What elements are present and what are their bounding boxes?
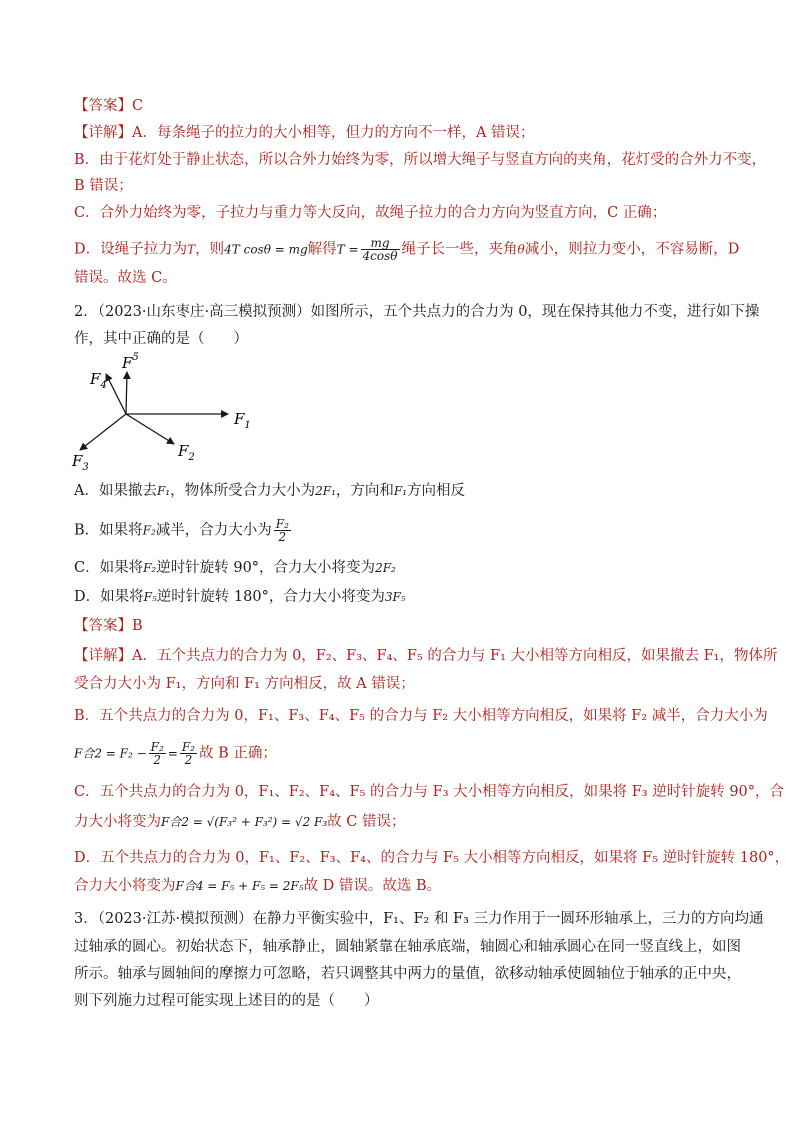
question-3-line3: 所示。轴承与圆轴间的摩擦力可忽略，若只调整其中两力的量值，欲移动轴承使圆轴位于轴承的正中央， <box>74 966 741 982</box>
option-b: B．如果将F₂减半，合力大小为 $\frac{\text{F₂}}{2}$ <box>74 517 289 544</box>
detail-1-a: 【详解】A．每条绳子的拉力的大小相等，但力的方向不一样，A 错误； <box>74 125 535 141</box>
detail-2-a1: 【详解】A．五个共点力的合力为 0，F₂、F₃、F₄、F₅ 的合力与 F₁ 大小相等方向相反，如果撤去 F₁，物体所 <box>74 648 778 664</box>
answer-value: C <box>132 98 144 114</box>
detail-1-d2: 错误。故选 C。 <box>74 270 177 286</box>
detail-2-b1: B．五个共点力的合力为 0，F₁、F₃、F₄、F₅ 的合力与 F₂ 大小相等方向相反，如果将 F₂ 减半，合力大小为 <box>74 708 768 724</box>
option-d: D．如果将F₅逆时针旋转 180°，合力大小将变为3F₅ <box>74 589 406 605</box>
option-c: C．如果将F₂逆时针旋转 90°，合力大小将变为2F₂ <box>74 560 396 576</box>
question-3-line1: 3．（2023·江苏·模拟预测）在静力平衡实验中，F₁、F₂ 和 F₃ 三力作用于一圆环形轴承上，三力的方向均通 <box>74 911 764 927</box>
detail-2-c2: 力大小将变为F合2 = √(F₃² + F₃²) = √2 F₃故 C 错误； <box>74 814 406 830</box>
f3-arrow <box>80 414 126 450</box>
option-a: A．如果撤去F₁，物体所受合力大小为2F₁，方向和F₁方向相反 <box>74 483 466 499</box>
equation: F合2 = √(F₃² + F₃²) = √2 F₃ <box>161 815 328 829</box>
detail-2-d2: 合力大小将变为F合4 = F₅ + F₅ = 2F₅故 D 错误。故选 B。 <box>74 878 442 894</box>
label-f4: $F_4$ <box>90 370 107 391</box>
detail-tag: 【详解】 <box>74 125 132 141</box>
answer-line-1 <box>74 95 724 117</box>
answer-value: B <box>132 618 143 634</box>
detail-1-d: D．设绳子拉力为T，则4T cosθ = mg解得T = $\frac{mg}{4\cos\theta}$ 绳子长一些，夹角θ减小，则拉力变小，不容易断，D <box>74 236 740 263</box>
question-2-line2: 作，其中正确的是（ ） <box>74 331 248 347</box>
force-diagram <box>68 352 268 476</box>
f2-arrow <box>126 414 174 444</box>
answer-tag: 【答案】 <box>74 98 132 114</box>
detail-2-a2: 受合力大小为 F₁，方向和 F₁ 方向相反，故 A 错误； <box>74 676 415 692</box>
answer-tag: 【答案】 <box>74 618 132 634</box>
detail-tag: 【详解】 <box>74 648 132 664</box>
question-3-line2: 过轴承的圆心。初始状态下，轴承静止，圆轴紧靠在轴承底端，轴圆心和轴承圆心在同一竖直线上，如图 <box>74 939 741 955</box>
equation: F合4 = F₅ + F₅ = 2F₅ <box>175 879 304 893</box>
fraction: $\frac{mg}{4\cos\theta}$ <box>362 236 398 263</box>
label-f2: $F_2$ <box>178 442 195 463</box>
f4-arrow <box>106 374 126 414</box>
fraction: $\frac{\text{F₂}}{2}$ <box>150 740 164 767</box>
detail-1-c: C．合外力始终为零，子拉力与重力等大反向，故绳子拉力的合力方向为竖直方向，C 正确； <box>74 205 667 221</box>
detail-2-c1: C．五个共点力的合力为 0，F₁、F₂、F₄、F₅ 的合力与 F₃ 大小相等方向相反，如果将 F₃ 逆时针旋转 90°，合 <box>74 784 785 800</box>
f5-arrow <box>126 372 127 414</box>
label-f3: $F_3$ <box>72 452 89 473</box>
detail-2-d1: D．五个共点力的合力为 0，F₁、F₂、F₃、F₄、的合力与 F₅ 大小相等方向相反，如果将 F₅ 逆时针旋转 180°， <box>74 850 790 866</box>
detail-1-b2: B 错误； <box>74 178 133 194</box>
answer-line-2 <box>74 615 724 637</box>
question-2-line1: 2．（2023·山东枣庄·高三模拟预测）如图所示，五个共点力的合力为 0，现在保持其他力不变，进行如下操 <box>74 304 760 320</box>
equation: 4T cosθ = mg <box>224 242 308 257</box>
question-3-line4: 则下列施力过程可能实现上述目的的是（ ） <box>74 993 379 1009</box>
detail-2-b2: F合2 = F₂ − $\frac{\text{F₂}}{2}$ = $\frac{\text{F₂}}{2}$ 故 B 正确； <box>74 740 277 767</box>
detail-1-b1: B．由于花灯处于静止状态，所以合外力始终为零，所以增大绳子与竖直方向的夹角，花灯受的合外力不变， <box>74 152 767 168</box>
fraction: $\frac{\text{F₂}}{2}$ <box>181 740 195 767</box>
label-f1: $F_1$ <box>234 410 251 431</box>
fraction: $\frac{\text{F₂}}{2}$ <box>275 517 289 544</box>
label-f5: $F^5$ <box>122 352 139 372</box>
